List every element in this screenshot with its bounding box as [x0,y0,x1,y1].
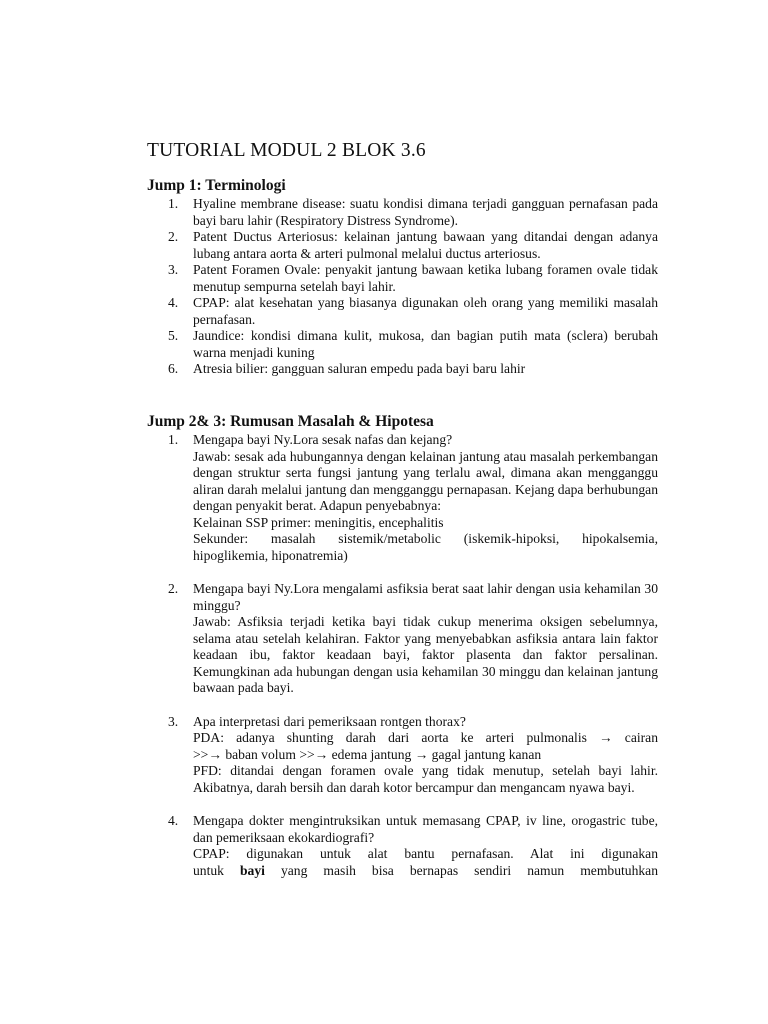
question-item-3 [147,714,658,797]
answer-text: Jawab: sesak ada hubungannya dengan kelainan jantung atau masalah perkembangan dengan struktur serta fungsi jantung yang terlalu awal, dimana akan mengganggu aliran darah melalui jantung dan mengganggu pernapasan. Kejang dapa berhubungan dengan penyakit berat. Adapun penyebabnya: [193,448,658,513]
answer-line [193,863,658,880]
answer-fragment: untuk [193,862,224,878]
section-heading-jump-2-3: Jump 2& 3: Rumusan Masalah & Hipotesa [147,413,434,430]
spacer [147,564,658,581]
question-text: Mengapa bayi Ny.Lora sesak nafas dan kejang? [193,432,453,447]
list-item-text: Patent Ductus Arteriosus: kelainan jantung bawaan yang ditandai dengan adanya lubang antara aorta & arteri pulmonal melalui ductus arteriosus. [193,229,658,261]
list-item-text: Jaundice: kondisi dimana kulit, mukosa, dan bagian putih mata (sclera) berubah warna menjadi kuning [193,328,658,360]
list-item [147,361,658,378]
list-item-text: CPAP: alat kesehatan yang biasanya digunakan oleh orang yang memiliki masalah pernafasan. [193,295,658,327]
list-number: 6. [168,361,179,376]
list-number: 1. [168,196,179,211]
question-text: Apa interpretasi dari pemeriksaan rontgen thorax? [193,713,466,729]
question-number: 1. [168,432,179,447]
list-item-text: Patent Foramen Ovale: penyakit jantung bawaan ketika lubang foramen ovale tidak menutup sempurna setelah bayi lahir. [193,262,658,294]
question-item-1 [147,432,658,564]
list-item [147,196,658,229]
list-number: 2. [168,229,179,244]
section-heading-jump-1: Jump 1: Terminologi [147,177,286,194]
question-number: 3. [168,713,179,729]
question-item-2 [147,581,658,697]
list-item-text: Hyaline membrane disease: suatu kondisi dimana terjadi gangguan pernafasan pada bayi baru lahir (Respiratory Distress Syndrome). [193,196,658,228]
answer-line: Kelainan SSP primer: meningitis, encephalitis [193,514,444,530]
spacer [147,796,658,813]
list-number: 3. [168,262,179,277]
answer-line: CPAP: digunakan untuk alat bantu pernafasan. Alat ini digunakan [193,846,658,861]
question-number: 4. [168,813,179,828]
question-text: Mengapa dokter mengintruksikan untuk memasang CPAP, iv line, orogastric tube, dan pemeriksaan ekokardiografi? [193,813,658,845]
list-item [147,262,658,295]
answer-text: PFD: ditandai dengan foramen ovale yang tidak menutup, setelah bayi lahir. Akibatnya, darah bersih dan darah kotor bercampur dan mengancam nyawa bayi. [193,763,658,795]
answer-line: Sekunder: masalah sistemik/metabolic (iskemik-hipoksi, hipokalsemia, hipoglikemia, hiponatremia) [193,531,658,563]
question-text: Mengapa bayi Ny.Lora mengalami asfiksia berat saat lahir dengan usia kehamilan 30 minggu? [193,581,658,613]
question-list [147,432,658,879]
list-item [147,295,658,328]
terminology-list [147,196,658,378]
answer-bold-word: bayi [240,862,265,878]
answer-fragment: yang masih bisa bernapas sendiri namun membutuhkan [280,862,658,878]
answer-text: Jawab: Asfiksia terjadi ketika bayi tidak cukup menerima oksigen sebelumnya, selama atau setelah kelahiran. Faktor yang menyebabkan asfiksia antara lain faktor keadaan ibu, faktor keadaan bayi, faktor plasenta dan faktor persalinan. Kemungkinan ada hubungan dengan usia kehamilan 30 minggu dan kelainan jantung bawaan pada bayi. [193,614,658,695]
answer-line: PDA: adanya shunting darah dari aorta ke arteri pulmonalis → cairan [193,730,658,745]
question-number: 2. [168,581,179,596]
spacer [147,697,658,714]
list-item-text: Atresia bilier: gangguan saluran empedu pada bayi baru lahir [193,361,526,376]
list-item [147,229,658,262]
list-number: 5. [168,328,179,343]
document-title: TUTORIAL MODUL 2 BLOK 3.6 [147,140,426,161]
list-item [147,328,658,361]
list-number: 4. [168,295,179,310]
answer-line: >>→ baban volum >>→ edema jantung → gagal jantung kanan [193,746,542,762]
question-item-4 [147,813,658,879]
